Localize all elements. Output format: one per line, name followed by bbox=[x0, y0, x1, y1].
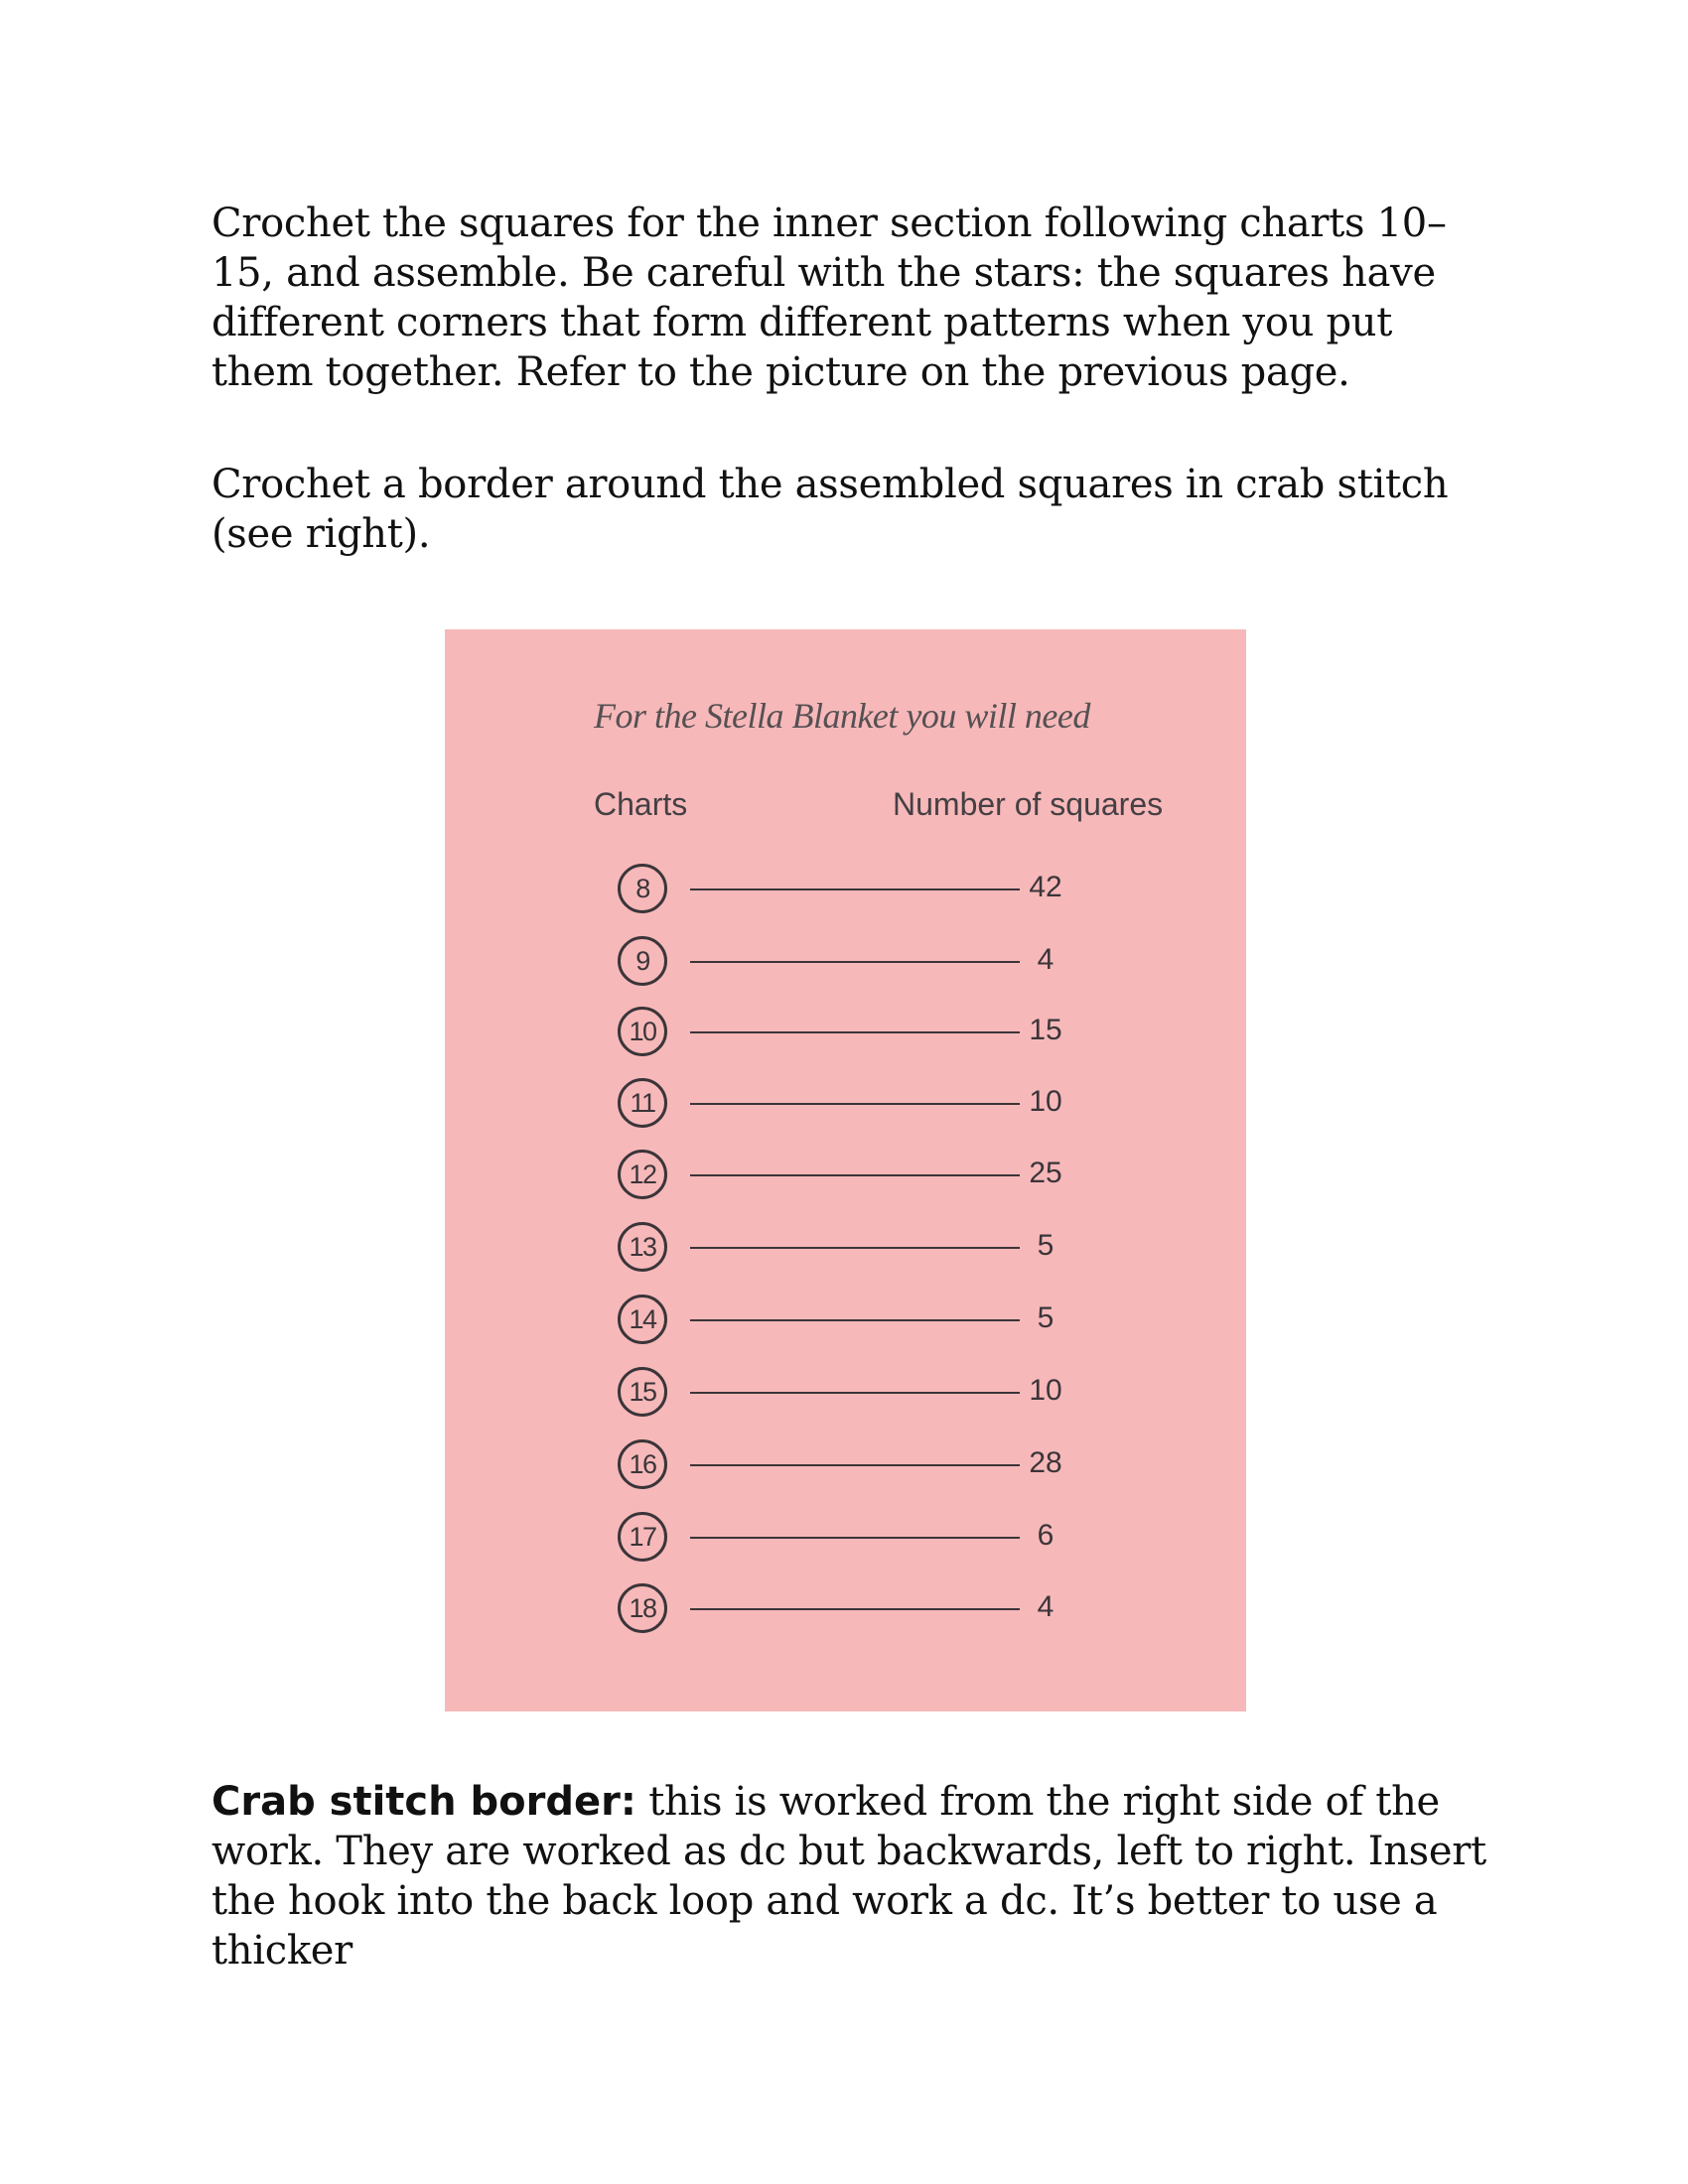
chart-number-badge: 11 bbox=[618, 1078, 667, 1128]
materials-panel bbox=[445, 629, 1246, 1711]
chart-row bbox=[445, 1437, 1246, 1497]
chart-number-badge: 8 bbox=[618, 864, 667, 913]
square-count: 10 bbox=[1029, 1374, 1062, 1407]
crab-stitch-heading: Crab stitch border: bbox=[211, 1779, 636, 1825]
chart-row bbox=[445, 1293, 1246, 1352]
leader-line bbox=[690, 1247, 1020, 1249]
chart-row bbox=[445, 1220, 1246, 1280]
chart-number-badge: 10 bbox=[618, 1007, 667, 1056]
chart-row bbox=[445, 1005, 1246, 1064]
chart-row bbox=[445, 1076, 1246, 1136]
chart-row bbox=[445, 1510, 1246, 1570]
crab-stitch-text: this is worked from the right side of the work. They are worked as dc but backwards, left to right. Insert the hook into the back loop and work a dc. It’s better to use a thicker bbox=[211, 1779, 1486, 1974]
square-count: 5 bbox=[1037, 1301, 1055, 1334]
square-count: 25 bbox=[1029, 1157, 1062, 1189]
chart-number-badge: 14 bbox=[618, 1295, 667, 1344]
leader-line bbox=[690, 1103, 1020, 1105]
square-count: 42 bbox=[1029, 871, 1062, 903]
leader-line bbox=[690, 1174, 1020, 1176]
leader-line bbox=[690, 1031, 1020, 1033]
crab-stitch-paragraph bbox=[211, 1777, 1502, 1976]
chart-row bbox=[445, 862, 1246, 921]
chart-number-badge: 9 bbox=[618, 936, 667, 986]
chart-number-badge: 16 bbox=[618, 1439, 667, 1489]
chart-number-badge: 17 bbox=[618, 1512, 667, 1562]
border-paragraph: Crochet a border around the assembled squares in crab stitch (see right). bbox=[211, 462, 1449, 557]
squares-column-header: Number of squares bbox=[893, 786, 1164, 822]
chart-row bbox=[445, 934, 1246, 994]
chart-row bbox=[445, 1581, 1246, 1641]
chart-number-badge: 13 bbox=[618, 1222, 667, 1272]
chart-number-badge: 18 bbox=[618, 1583, 667, 1633]
leader-line bbox=[690, 1464, 1020, 1466]
leader-line bbox=[690, 961, 1020, 963]
charts-column-header: Charts bbox=[594, 786, 688, 822]
chart-row bbox=[445, 1365, 1246, 1425]
panel-title: For the Stella Blanket you will need bbox=[594, 696, 1090, 736]
leader-line bbox=[690, 1608, 1020, 1610]
square-count: 28 bbox=[1029, 1446, 1062, 1479]
square-count: 4 bbox=[1037, 1590, 1055, 1623]
leader-line bbox=[690, 1392, 1020, 1394]
square-count: 10 bbox=[1029, 1085, 1062, 1118]
square-count: 15 bbox=[1029, 1014, 1062, 1046]
chart-row bbox=[445, 1148, 1246, 1207]
square-count: 6 bbox=[1037, 1519, 1055, 1552]
chart-number-badge: 15 bbox=[618, 1367, 667, 1417]
square-count: 5 bbox=[1037, 1229, 1055, 1262]
leader-line bbox=[690, 1319, 1020, 1321]
chart-number-badge: 12 bbox=[618, 1150, 667, 1199]
leader-line bbox=[690, 1537, 1020, 1539]
intro-paragraph: Crochet the squares for the inner section following charts 10–15, and assemble. Be careful with the stars: the squares have different corners that form different patterns when you put them together. Refer to the picture on the previous page. bbox=[211, 201, 1447, 395]
leader-line bbox=[690, 888, 1020, 890]
square-count: 4 bbox=[1037, 943, 1055, 976]
